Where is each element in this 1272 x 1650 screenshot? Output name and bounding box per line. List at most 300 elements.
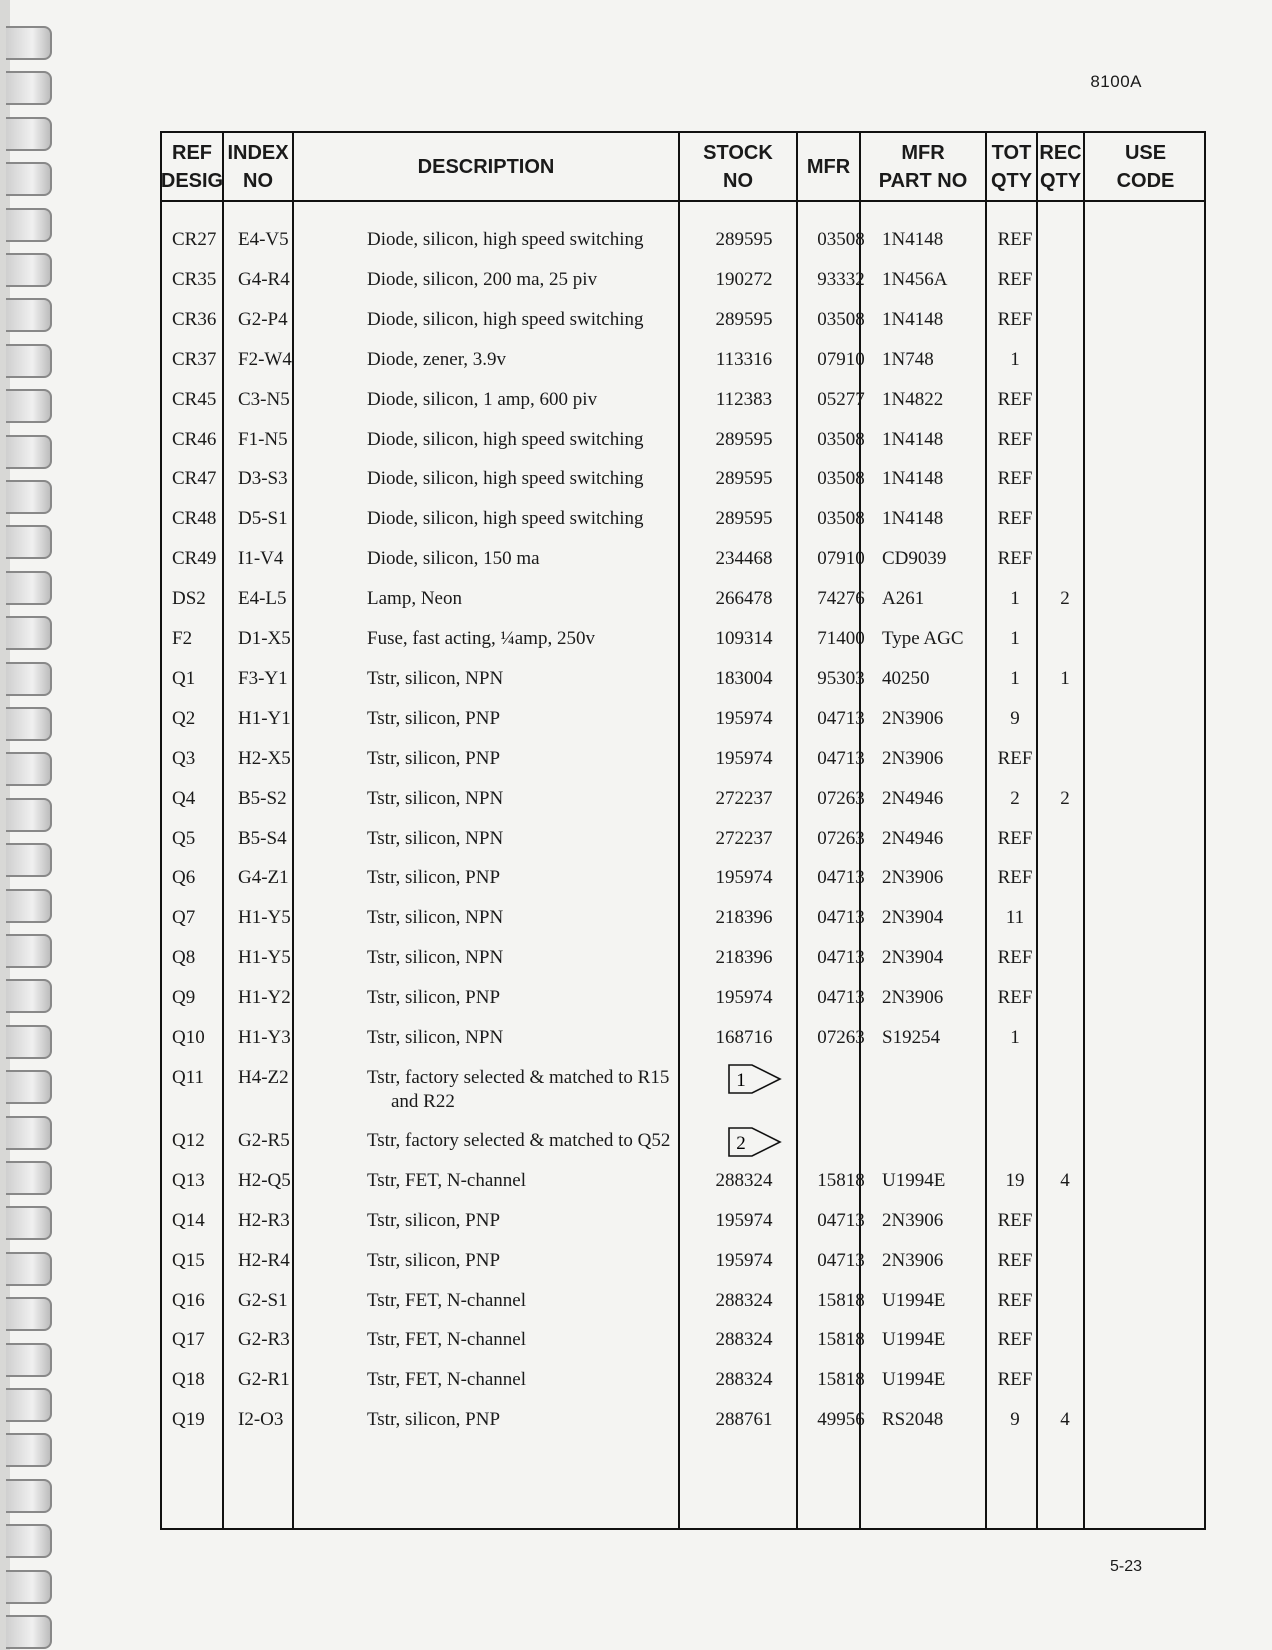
binding-ring bbox=[6, 979, 52, 1013]
cell-ref-desig: CR37 bbox=[172, 348, 217, 370]
header-ref-desig-line2: DESIG bbox=[160, 169, 224, 192]
binding-ring bbox=[6, 344, 52, 378]
table-row bbox=[162, 459, 1204, 499]
table-row bbox=[162, 659, 1204, 699]
cell-index-no: D1-X5 bbox=[238, 628, 291, 649]
cell-description bbox=[367, 986, 500, 1010]
cell-tot-qty: 9 bbox=[1010, 707, 1020, 729]
cell-ref-desig: CR35 bbox=[172, 268, 217, 290]
description-line: Tstr, silicon, PNP bbox=[367, 1249, 501, 1271]
description-line: Tstr, silicon, NPN bbox=[367, 907, 504, 929]
table-row bbox=[162, 1018, 1204, 1058]
description-line: Diode, silicon, high speed switching bbox=[367, 308, 644, 330]
cell-tot-qty: REF bbox=[997, 268, 1033, 290]
cell-mfr: 04713 bbox=[817, 867, 865, 889]
cell-mfr-part-no: U1994E bbox=[882, 1289, 946, 1311]
cell-index-no: H1-Y5 bbox=[238, 947, 291, 969]
table-row bbox=[162, 1161, 1204, 1201]
cell-mfr: 04713 bbox=[817, 987, 865, 1009]
cell-mfr: 15818 bbox=[817, 1169, 865, 1191]
cell-tot-qty: 19 bbox=[1005, 1169, 1025, 1191]
header-rec-qty-line1: REC bbox=[1039, 141, 1082, 164]
cell-mfr-part-no: 2N3904 bbox=[882, 947, 944, 969]
binding-ring bbox=[6, 71, 52, 105]
table-row bbox=[162, 1121, 1204, 1161]
cell-description bbox=[367, 627, 595, 651]
binding-ring bbox=[6, 525, 52, 559]
cell-tot-qty: REF bbox=[997, 987, 1033, 1009]
header-stock-no bbox=[680, 133, 796, 200]
binding-ring bbox=[6, 162, 52, 196]
header-use-code-line1: USE bbox=[1124, 141, 1167, 164]
cell-mfr-part-no: U1994E bbox=[882, 1369, 946, 1391]
description-line: Diode, silicon, high speed switching bbox=[367, 468, 644, 490]
cell-description bbox=[367, 268, 597, 292]
cell-ref-desig: DS2 bbox=[172, 588, 206, 610]
table-row bbox=[162, 699, 1204, 739]
cell-ref-desig: Q2 bbox=[172, 707, 196, 729]
note-flag-shape bbox=[728, 1064, 782, 1094]
cell-stock-no: 195974 bbox=[715, 747, 773, 769]
cell-stock-no: 288324 bbox=[715, 1169, 773, 1191]
cell-mfr-part-no: 1N4148 bbox=[882, 468, 944, 490]
cell-tot-qty: 9 bbox=[1010, 1409, 1020, 1431]
cell-index-no: H2-X5 bbox=[238, 747, 291, 769]
cell-stock-no: 288324 bbox=[715, 1329, 773, 1351]
cell-description bbox=[367, 1209, 500, 1233]
description-line: Tstr, silicon, NPN bbox=[367, 787, 504, 809]
cell-ref-desig: Q3 bbox=[172, 747, 196, 769]
cell-index-no: C3-N5 bbox=[238, 388, 290, 410]
cell-mfr: 07263 bbox=[817, 1027, 865, 1048]
cell-ref-desig: Q19 bbox=[172, 1409, 205, 1431]
cell-mfr-part-no: 2N3906 bbox=[882, 1249, 944, 1271]
binding-ring bbox=[6, 1252, 52, 1286]
header-stock-no-line2: NO bbox=[723, 169, 753, 192]
binding-ring bbox=[6, 1206, 52, 1240]
cell-mfr: 07263 bbox=[817, 787, 865, 809]
cell-ref-desig: CR49 bbox=[172, 548, 217, 570]
cell-mfr: 03508 bbox=[817, 428, 865, 450]
description-line: Tstr, silicon, NPN bbox=[367, 827, 504, 849]
cell-tot-qty: REF bbox=[997, 867, 1033, 889]
table-row bbox=[162, 1360, 1204, 1400]
binding-ring bbox=[6, 843, 52, 877]
cell-mfr: 05277 bbox=[817, 388, 865, 410]
cell-description bbox=[367, 1328, 526, 1352]
binding-ring bbox=[6, 1297, 52, 1331]
cell-stock-no: 195974 bbox=[715, 867, 773, 889]
cell-index-no: I1-V4 bbox=[238, 548, 284, 570]
cell-mfr: 71400 bbox=[817, 628, 865, 649]
cell-index-no: B5-S4 bbox=[238, 827, 287, 849]
table-row bbox=[162, 779, 1204, 819]
cell-mfr: 03508 bbox=[817, 229, 865, 250]
cell-ref-desig: Q16 bbox=[172, 1289, 205, 1311]
header-tot-qty-line1: TOT bbox=[991, 141, 1032, 164]
cell-tot-qty: REF bbox=[997, 548, 1033, 570]
page-model-label: 8100A bbox=[1090, 72, 1142, 91]
cell-description bbox=[367, 1169, 526, 1193]
cell-mfr-part-no: 2N4946 bbox=[882, 827, 944, 849]
cell-stock-no: 195974 bbox=[715, 707, 773, 729]
cell-stock-no: 272237 bbox=[715, 787, 773, 809]
header-description-line1: DESCRIPTION bbox=[417, 155, 555, 178]
binding-ring bbox=[6, 1433, 52, 1467]
cell-stock-no: 234468 bbox=[715, 548, 773, 570]
cell-description bbox=[367, 428, 644, 452]
cell-index-no: H2-R3 bbox=[238, 1209, 290, 1231]
cell-ref-desig: Q4 bbox=[172, 787, 196, 809]
cell-stock-no: 109314 bbox=[715, 628, 773, 649]
cell-stock-no: 112383 bbox=[715, 388, 773, 410]
cell-rec-qty: 4 bbox=[1060, 1169, 1070, 1191]
cell-index-no: H1-Y1 bbox=[238, 707, 291, 729]
cell-description bbox=[367, 906, 503, 930]
cell-rec-qty: 4 bbox=[1060, 1409, 1070, 1431]
cell-description bbox=[367, 467, 644, 491]
cell-mfr-part-no: 1N4148 bbox=[882, 428, 944, 450]
header-use-code-line2: CODE bbox=[1116, 169, 1175, 192]
cell-tot-qty: REF bbox=[997, 747, 1033, 769]
cell-mfr: 03508 bbox=[817, 468, 865, 490]
description-line: Diode, silicon, 1 amp, 600 piv bbox=[367, 388, 598, 410]
cell-stock-no: 289595 bbox=[715, 308, 773, 330]
cell-mfr: 07910 bbox=[817, 348, 865, 370]
cell-ref-desig: CR46 bbox=[172, 428, 217, 450]
table-row bbox=[162, 539, 1204, 579]
description-line: Tstr, silicon, PNP bbox=[367, 867, 501, 889]
cell-mfr-part-no: 2N3906 bbox=[882, 867, 944, 889]
cell-index-no: I2-O3 bbox=[238, 1409, 284, 1431]
description-line: Tstr, FET, N-channel bbox=[367, 1289, 527, 1311]
cell-index-no: B5-S2 bbox=[238, 787, 287, 809]
binding-ring bbox=[6, 889, 52, 923]
binding-ring bbox=[6, 1524, 52, 1558]
cell-description bbox=[367, 866, 500, 890]
binding-ring bbox=[6, 934, 52, 968]
cell-stock-no: 218396 bbox=[715, 907, 773, 929]
cell-stock-no: 266478 bbox=[715, 588, 773, 610]
table-row bbox=[162, 340, 1204, 380]
cell-ref-desig: CR47 bbox=[172, 468, 217, 490]
cell-tot-qty: REF bbox=[997, 947, 1033, 969]
cell-mfr-part-no: 2N3906 bbox=[882, 987, 944, 1009]
header-description bbox=[294, 133, 678, 200]
note-flag-number: 2 bbox=[736, 1132, 746, 1154]
cell-description bbox=[367, 1408, 500, 1432]
cell-stock-no: 289595 bbox=[715, 468, 773, 490]
binding-ring bbox=[6, 1388, 52, 1422]
cell-description bbox=[367, 1026, 503, 1050]
description-line: Lamp, Neon bbox=[367, 588, 462, 610]
description-line: Tstr, FET, N-channel bbox=[367, 1329, 527, 1351]
cell-stock-no: 289595 bbox=[715, 428, 773, 450]
table-row bbox=[162, 619, 1204, 659]
cell-tot-qty: REF bbox=[997, 388, 1033, 410]
cell-mfr-part-no: U1994E bbox=[882, 1329, 946, 1351]
cell-mfr-part-no: 1N748 bbox=[882, 348, 934, 370]
cell-tot-qty: REF bbox=[997, 468, 1033, 490]
cell-mfr-part-no: 1N4148 bbox=[882, 229, 944, 250]
description-line: Diode, silicon, 200 ma, 25 piv bbox=[367, 268, 598, 290]
cell-mfr: 15818 bbox=[817, 1329, 865, 1351]
cell-description bbox=[367, 1368, 526, 1392]
cell-mfr-part-no: 1N4148 bbox=[882, 508, 944, 530]
table-row bbox=[162, 898, 1204, 938]
cell-description bbox=[367, 707, 500, 731]
cell-tot-qty: REF bbox=[997, 1369, 1033, 1391]
table-row bbox=[162, 579, 1204, 619]
cell-mfr-part-no: 2N4946 bbox=[882, 787, 944, 809]
cell-mfr-part-no: Type AGC bbox=[882, 628, 964, 649]
description-line: Fuse, fast acting, ¼amp, 250v bbox=[367, 628, 595, 649]
cell-stock-no: 183004 bbox=[715, 667, 773, 689]
cell-stock-no: 272237 bbox=[715, 827, 773, 849]
cell-ref-desig: Q15 bbox=[172, 1249, 205, 1271]
description-line: Tstr, factory selected & matched to Q52 bbox=[367, 1129, 671, 1151]
cell-index-no: H2-Q5 bbox=[238, 1169, 291, 1191]
cell-description bbox=[367, 1249, 500, 1273]
binding-ring bbox=[6, 480, 52, 514]
cell-mfr-part-no: U1994E bbox=[882, 1169, 946, 1191]
cell-index-no: G4-R4 bbox=[238, 268, 290, 290]
cell-description bbox=[367, 228, 644, 252]
cell-mfr-part-no: 1N4148 bbox=[882, 308, 944, 330]
cell-mfr: 04713 bbox=[817, 1209, 865, 1231]
cell-ref-desig: Q6 bbox=[172, 867, 196, 889]
cell-stock-no: 288324 bbox=[715, 1369, 773, 1391]
binding-ring bbox=[6, 798, 52, 832]
header-ref-desig bbox=[162, 133, 222, 200]
header-use-code bbox=[1085, 133, 1206, 200]
table-row bbox=[162, 499, 1204, 539]
cell-tot-qty: 1 bbox=[1010, 628, 1020, 649]
binding-ring bbox=[6, 752, 52, 786]
cell-ref-desig: Q13 bbox=[172, 1169, 205, 1191]
cell-ref-desig: Q7 bbox=[172, 907, 196, 929]
binding-ring bbox=[6, 662, 52, 696]
description-line: Diode, silicon, 150 ma bbox=[367, 548, 540, 570]
cell-index-no: E4-V5 bbox=[238, 229, 289, 250]
cell-description bbox=[367, 1289, 526, 1313]
page-number: 5-23 bbox=[1109, 1558, 1142, 1575]
cell-index-no: D3-S3 bbox=[238, 468, 288, 490]
binding-ring bbox=[6, 389, 52, 423]
cell-mfr-part-no: 1N4822 bbox=[882, 388, 944, 410]
cell-stock-no: 195974 bbox=[715, 987, 773, 1009]
cell-description bbox=[367, 747, 500, 771]
cell-ref-desig: CR27 bbox=[172, 229, 217, 250]
description-line: Tstr, silicon, PNP bbox=[367, 987, 501, 1009]
header-mfr-part-no bbox=[861, 133, 985, 200]
cell-mfr: 07263 bbox=[817, 827, 865, 849]
cell-mfr: 03508 bbox=[817, 308, 865, 330]
header-ref-desig-line1: REF bbox=[172, 141, 212, 164]
header-tot-qty-line2: QTY bbox=[990, 169, 1033, 192]
cell-tot-qty: REF bbox=[997, 508, 1033, 530]
table-row bbox=[162, 1400, 1204, 1440]
binding-ring bbox=[6, 435, 52, 469]
cell-mfr: 04713 bbox=[817, 947, 865, 969]
cell-index-no: G2-R1 bbox=[238, 1369, 290, 1391]
cell-index-no: H2-R4 bbox=[238, 1249, 290, 1271]
cell-tot-qty: 1 bbox=[1010, 588, 1020, 610]
table-row bbox=[162, 220, 1204, 260]
binding-ring bbox=[6, 26, 52, 60]
cell-rec-qty: 1 bbox=[1060, 667, 1070, 689]
table-row bbox=[162, 858, 1204, 898]
binding-ring bbox=[6, 1070, 52, 1104]
cell-index-no: G2-P4 bbox=[238, 308, 288, 330]
binding-ring bbox=[6, 1479, 52, 1513]
cell-mfr-part-no: 2N3906 bbox=[882, 1209, 944, 1231]
cell-ref-desig: CR45 bbox=[172, 388, 217, 410]
cell-mfr-part-no: 2N3906 bbox=[882, 747, 944, 769]
cell-description bbox=[367, 1066, 669, 1114]
table-row bbox=[162, 1241, 1204, 1281]
cell-stock-no: 289595 bbox=[715, 508, 773, 530]
cell-ref-desig: Q10 bbox=[172, 1027, 205, 1048]
description-line: Diode, zener, 3.9v bbox=[367, 348, 507, 370]
cell-index-no: H1-Y5 bbox=[238, 907, 291, 929]
cell-ref-desig: Q11 bbox=[172, 1066, 205, 1088]
binding-ring bbox=[6, 571, 52, 605]
header-mfr-line1: MFR bbox=[806, 155, 851, 178]
description-line: Tstr, silicon, PNP bbox=[367, 747, 501, 769]
cell-description bbox=[367, 787, 503, 811]
binding-ring bbox=[6, 298, 52, 332]
binding-ring bbox=[6, 1116, 52, 1150]
cell-description bbox=[367, 946, 503, 970]
cell-ref-desig: Q14 bbox=[172, 1209, 205, 1231]
cell-description bbox=[367, 827, 503, 851]
cell-stock-no: 113316 bbox=[715, 348, 773, 370]
table-row bbox=[162, 739, 1204, 779]
table-row bbox=[162, 420, 1204, 460]
cell-tot-qty: 1 bbox=[1010, 1027, 1020, 1048]
note-flag-icon bbox=[728, 1064, 782, 1100]
description-line: Tstr, silicon, PNP bbox=[367, 1209, 501, 1231]
cell-mfr: 74276 bbox=[817, 588, 865, 610]
cell-index-no: G4-Z1 bbox=[238, 867, 289, 889]
cell-ref-desig: Q17 bbox=[172, 1329, 205, 1351]
cell-stock-no: 288761 bbox=[715, 1409, 773, 1431]
cell-index-no: H4-Z2 bbox=[238, 1066, 289, 1088]
cell-mfr: 04713 bbox=[817, 1249, 865, 1271]
header-index-no-line2: NO bbox=[243, 169, 273, 192]
cell-index-no: G2-R5 bbox=[238, 1129, 290, 1151]
note-flag-shape bbox=[728, 1127, 782, 1157]
table-row bbox=[162, 260, 1204, 300]
binding-ring bbox=[6, 208, 52, 242]
description-line: Diode, silicon, high speed switching bbox=[367, 229, 644, 250]
table-row bbox=[162, 1320, 1204, 1360]
description-line: Tstr, silicon, NPN bbox=[367, 1027, 504, 1048]
cell-tot-qty: REF bbox=[997, 1249, 1033, 1271]
cell-index-no: F1-N5 bbox=[238, 428, 288, 450]
cell-index-no: F2-W4 bbox=[238, 348, 292, 370]
binding-ring bbox=[6, 117, 52, 151]
cell-index-no: G2-R3 bbox=[238, 1329, 290, 1351]
cell-index-no: F3-Y1 bbox=[238, 667, 288, 689]
cell-mfr-part-no: 2N3904 bbox=[882, 907, 944, 929]
cell-stock-no: 168716 bbox=[715, 1027, 773, 1048]
cell-mfr-part-no: 2N3906 bbox=[882, 707, 944, 729]
cell-ref-desig: F2 bbox=[172, 628, 193, 649]
cell-tot-qty: REF bbox=[997, 308, 1033, 330]
table-row bbox=[162, 938, 1204, 978]
cell-description bbox=[367, 587, 462, 611]
header-rec-qty-line2: QTY bbox=[1039, 169, 1082, 192]
cell-mfr: 15818 bbox=[817, 1369, 865, 1391]
header-rule bbox=[162, 200, 1204, 202]
table-row bbox=[162, 380, 1204, 420]
description-line: Tstr, silicon, NPN bbox=[367, 947, 504, 969]
description-line: Tstr, FET, N-channel bbox=[367, 1169, 527, 1191]
cell-ref-desig: Q18 bbox=[172, 1369, 205, 1391]
table-row bbox=[162, 1058, 1204, 1112]
cell-description bbox=[367, 547, 540, 571]
cell-tot-qty: REF bbox=[997, 229, 1033, 250]
cell-tot-qty: 2 bbox=[1010, 787, 1020, 809]
cell-stock-no: 218396 bbox=[715, 947, 773, 969]
cell-index-no: H1-Y3 bbox=[238, 1027, 291, 1048]
cell-description bbox=[367, 388, 597, 412]
cell-mfr: 07910 bbox=[817, 548, 865, 570]
parts-list-table bbox=[160, 131, 1206, 1530]
cell-ref-desig: CR36 bbox=[172, 308, 217, 330]
spiral-binding bbox=[0, 0, 58, 1650]
cell-tot-qty: 1 bbox=[1010, 667, 1020, 689]
description-line: Tstr, factory selected & matched to R15 bbox=[367, 1066, 670, 1088]
header-mfr-part-no-line2: PART NO bbox=[878, 169, 968, 192]
cell-mfr-part-no: 1N456A bbox=[882, 268, 948, 290]
cell-rec-qty: 2 bbox=[1060, 787, 1070, 809]
cell-stock-no: 195974 bbox=[715, 1209, 773, 1231]
header-index-no-line1: INDEX bbox=[227, 141, 289, 164]
cell-description bbox=[367, 667, 503, 691]
description-line-continued: and R22 bbox=[391, 1090, 455, 1112]
cell-ref-desig: Q5 bbox=[172, 827, 196, 849]
cell-mfr-part-no: RS2048 bbox=[882, 1409, 944, 1431]
cell-index-no: H1-Y2 bbox=[238, 987, 291, 1009]
cell-mfr: 03508 bbox=[817, 508, 865, 530]
table-row bbox=[162, 1281, 1204, 1321]
cell-tot-qty: REF bbox=[997, 1329, 1033, 1351]
cell-index-no: G2-S1 bbox=[238, 1289, 288, 1311]
binding-ring bbox=[6, 616, 52, 650]
cell-tot-qty: REF bbox=[997, 827, 1033, 849]
cell-mfr: 04713 bbox=[817, 907, 865, 929]
header-rec-qty bbox=[1038, 133, 1083, 200]
cell-stock-no: 190272 bbox=[715, 268, 773, 290]
description-line: Diode, silicon, high speed switching bbox=[367, 508, 644, 530]
table-row bbox=[162, 300, 1204, 340]
cell-ref-desig: Q12 bbox=[172, 1129, 205, 1151]
cell-index-no: E4-L5 bbox=[238, 588, 287, 610]
cell-mfr: 15818 bbox=[817, 1289, 865, 1311]
binding-ring bbox=[6, 1161, 52, 1195]
binding-ring bbox=[6, 253, 52, 287]
cell-stock-no: 288324 bbox=[715, 1289, 773, 1311]
cell-mfr-part-no: CD9039 bbox=[882, 548, 947, 570]
description-line: Diode, silicon, high speed switching bbox=[367, 428, 644, 450]
cell-tot-qty: 11 bbox=[1005, 907, 1025, 929]
cell-mfr-part-no: A261 bbox=[882, 588, 925, 610]
binding-ring bbox=[6, 1570, 52, 1604]
binding-ring bbox=[6, 1025, 52, 1059]
